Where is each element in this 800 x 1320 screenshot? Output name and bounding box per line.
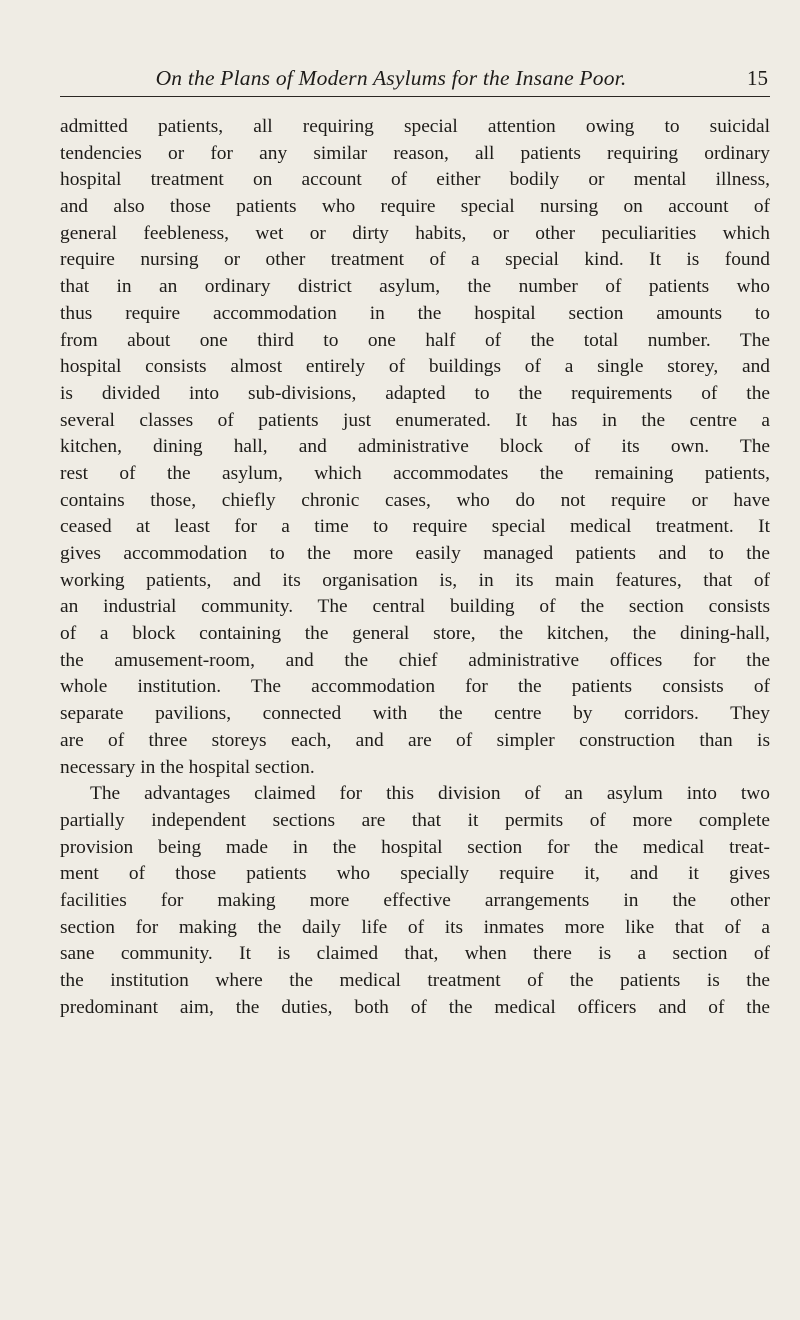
- text-line: that in an ordinary district asylum, the number of patients who: [60, 276, 770, 298]
- text-line: separate pavilions, connected with the centre by corridors. They: [60, 703, 770, 725]
- text-line: rest of the asylum, which accommodates the remaining patients,: [60, 462, 770, 484]
- text-line: hospital consists almost entirely of buildings of a single storey, and: [60, 356, 770, 378]
- text-line: an industrial community. The central building of the section consists: [60, 596, 770, 618]
- text-line: and also those patients who require special nursing on account of: [60, 196, 770, 218]
- text-line: gives accommodation to the more easily managed patients and to the: [60, 543, 770, 564]
- text-line: predominant aim, the duties, both of the medical officers and of the: [60, 996, 770, 1018]
- text-line: section for making the daily life of its inmates more like that of a: [60, 916, 770, 938]
- text-line: from about one third to one half of the total number. The: [60, 329, 770, 351]
- text-line: hospital treatment on account of either bodily or mental illness,: [60, 169, 770, 191]
- text-line: ceased at least for a time to require special medical treatment. It: [60, 516, 770, 538]
- text-line: ment of those patients who specially require it, and it gives: [60, 863, 770, 885]
- text-line: partially independent sections are that it permits of more complete: [60, 809, 770, 831]
- text-line: the institution where the medical treatment of the patients is the: [60, 970, 770, 991]
- text-line: kitchen, dining hall, and administrative block of its own. The: [60, 436, 770, 458]
- text-line: are of three storeys each, and are of simpler construction than is: [60, 729, 770, 751]
- text-line: provision being made in the hospital section for the medical treat-: [60, 836, 770, 858]
- text-line: admitted patients, all requiring special attention owing to suicidal: [60, 116, 770, 137]
- text-line: require nursing or other treatment of a special kind. It is found: [60, 249, 770, 271]
- running-head: [60, 66, 770, 97]
- page-number: 15: [747, 66, 768, 90]
- text-line: of a block containing the general store, the kitchen, the dining-hall,: [60, 623, 770, 645]
- running-head-title: On the Plans of Modern Asylums for the Insane Poor.: [155, 66, 627, 90]
- text-line: is divided into sub-divisions, adapted to the requirements of the: [60, 382, 770, 404]
- text-line: contains those, chiefly chronic cases, who do not require or have: [60, 489, 770, 511]
- text-line: tendencies or for any similar reason, all patients requiring ordinary: [60, 142, 770, 164]
- text-line-paragraph-end: necessary in the hospital section.: [60, 756, 315, 778]
- text-line: general feebleness, wet or dirty habits, or other peculiarities which: [60, 222, 770, 244]
- text-line: the amusement-room, and the chief administrative offices for the: [60, 649, 770, 671]
- body-text: [60, 114, 770, 1021]
- text-line: thus require accommodation in the hospital section amounts to: [60, 302, 770, 324]
- text-line: sane community. It is claimed that, when there is a section of: [60, 943, 770, 965]
- text-line: whole institution. The accommodation for the patients consists of: [60, 676, 770, 698]
- text-line: facilities for making more effective arrangements in the other: [60, 889, 770, 911]
- text-line-paragraph-start: The advantages claimed for this division of an asylum into two: [90, 783, 770, 805]
- text-line: working patients, and its organisation is, in its main features, that of: [60, 569, 770, 591]
- text-line: several classes of patients just enumerated. It has in the centre a: [60, 409, 770, 431]
